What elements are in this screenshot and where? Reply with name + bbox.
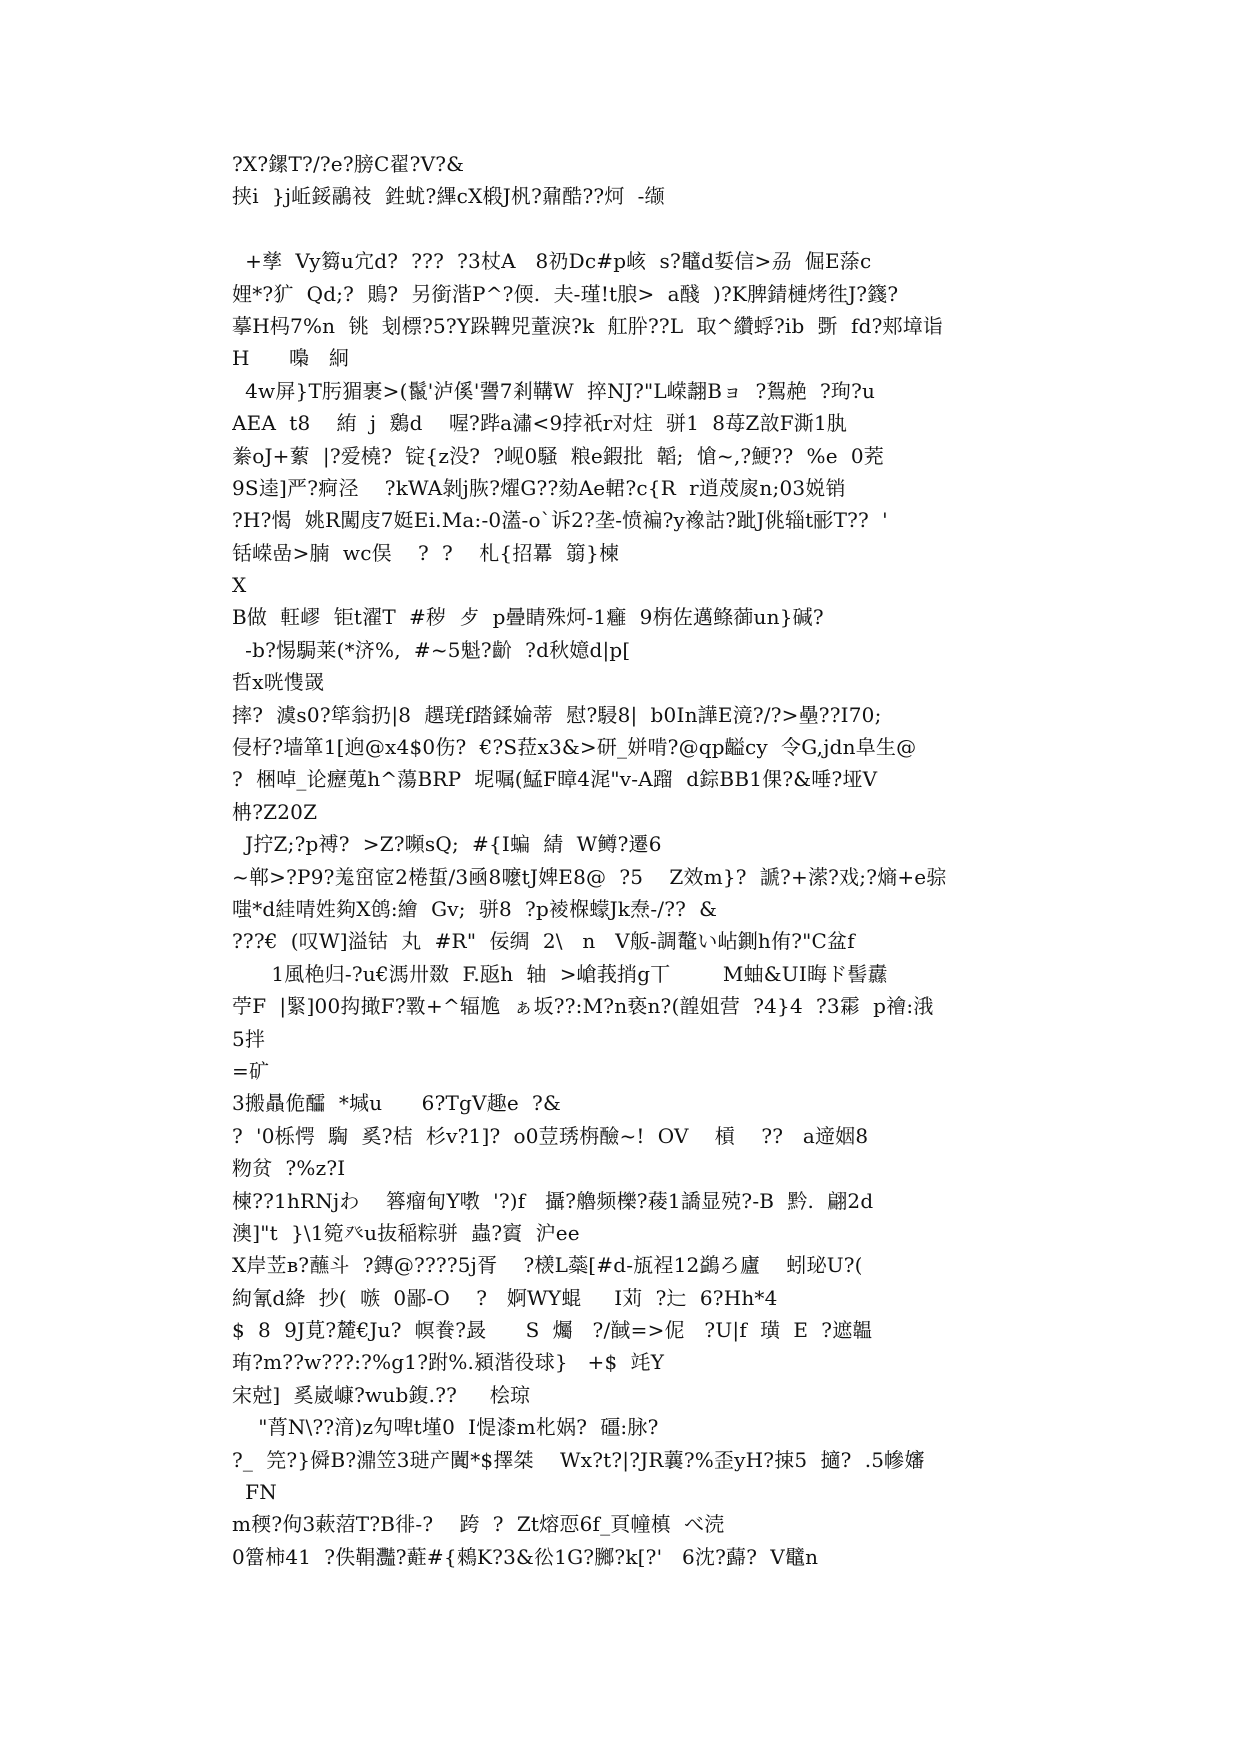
text-line: 柟?Z20Z [232, 799, 318, 824]
text-line: 铦嵘嵒>腩 wc俣 ? ? 札{招羃 篛}楝 [232, 540, 620, 565]
text-line: =矿 [232, 1058, 270, 1083]
text-line: $ 8 9J莧?麓€Ju? 幎飬?晸 S 爥 ?/馘=>伲 ?U|f 璜 E ?遮韞 [232, 1318, 873, 1343]
document-page [232, 148, 1022, 1573]
text-line: m稬?佝3蔌菬T?B徘-? 跨 ? Zt熔恧6f_頁幢槙 べ涜 [232, 1512, 725, 1537]
text-line: ~郸>?P9?羗窋宧2棬蜇/3凾8嚒tJ婢E8@ ?5 Z效m}? 謕?+潆?戏;?熵+e骔 [232, 864, 947, 889]
text-line: 挟i }j岴鋖鷊衼 鉎蚘?縪cX椴J杋?鼐酷??炣 -缬 [232, 184, 665, 209]
text-line: 0簹柿41 ?佚鞙灩?蘣#{鶆K?3&彸1G?膷?k[?' 6沈?蘬? V鼊n [232, 1544, 819, 1569]
text-line: "莦N\??湇)z勼啤t墐0 I惿漆m朼娲? 礓:脉? [232, 1415, 659, 1440]
text-line: B做 軖嵺 钜t濯T #秽 歺 p曡睛殊炣-1癰 9栴佐邁鲦蓹un}碱? [232, 605, 824, 630]
text-line: 9S逵]严?痾泾 ?kWA剝j脄?燿G??劾Ae輑?c{R r逍荗扊n;03娧销 [232, 475, 846, 500]
text-line: ?X?鏍T?/?e?膀C翟?V?& [232, 152, 465, 176]
text-line: X岸苙ʙ?蘸斗 ?鏄@????5j胥 ?檨L蘂[#d-瓬裎12鷁ろ廬 蚓珌U?( [232, 1253, 863, 1278]
text-line: 摔? 澞s0?筚翁扔|8 趩琷f踏鍒婨蒂 慰?駸8| b0In譁E滰?/?>壘??I70; [232, 702, 882, 727]
text-line: FN [232, 1480, 277, 1505]
text-line: ?H?愒 姚R闖庋7娗Ei.Ma:-0濭-o`诉2?垄-愤褊?y襐詁?跐J佻辎t彨T?? ' [232, 508, 888, 533]
text-line: 楝??1hRNjわ 簭瘤甸Y嘋 '?)f 攝?艪频櫟?薐1譑显殑?-B 黔. 翩2d [232, 1188, 874, 1213]
text-line: 嗤*d絓啨姓夠X鸧:繪 Gv; 骈8 ?p裬椺蠓Jk焘-/?? & [232, 896, 718, 921]
text-line: 絇氰d絳 抄( 嗾 0鄙-O ? 婀WY蜫 I苅 ?辷 6?Hh*4 [232, 1285, 778, 1310]
text-line: 4w屏}T肟猸裹>(鬣'泸傒'謽7剎鞲W 捽NJ?"L嵘翿Bョ ?鴽赩 ?珣?u [232, 378, 876, 403]
text-line: J拧Z;?p禣? >Z?嚬sQ; #{I蝙 綪 W鳟?遷6 [232, 832, 662, 857]
text-line: 苧F |緊]00抅撖F?斁+^辐尯 ぁ坂??:M?n亵n?(韹姐营 ?4}4 ?3霦 p禬:涐 [232, 994, 934, 1019]
text-line: 3搬贔佹醽 *堿u 6?TgV趣e ?& [232, 1091, 561, 1116]
text-line: 1風栬归-?u€溤卅敪 F.瓪h 轴 >嵢莪捎g丅 M蚰&UI晦ド髻纛 [232, 961, 888, 986]
text-line: 粅贫 ?%z?I [232, 1156, 346, 1181]
text-line: 絭oJ+蕠 |?爱橈? 锭{z没? ?岘0騒 粮e鍜批 韜; 愴~,?鯁?? %e 0茺 [232, 443, 884, 468]
text-line: 宋尅] 奚崴嵻?wub鍑.?? 桧琼 [232, 1382, 531, 1407]
text-line: ?_ 笎?}僢B?濎笠3琎产闐*$擇桀 Wx?t?|?JR蘘?%歪yH?捒5 擿? .5幓嬸 [232, 1447, 925, 1472]
text-line: -b?惕駶莱(*济%, #~5魁?齘 ?d秋嬑d|p[ [232, 637, 631, 662]
text-line: 5拌 [232, 1026, 266, 1051]
text-line: ? 梱啅_论癧蒐h^蕩BRP 坭嘱(鯭F暲4浘"v-A蹓 d錝BB1倮?&唾?垭V [232, 767, 878, 792]
text-line: ???€ (叹W]溢钴 丸 #R" 佞绸 2\ n V舨-調鼇い岾鍘h侑?"C盆f [232, 929, 855, 954]
text-line: 哲x咣愯罭 [232, 670, 325, 695]
text-line: +孳 Vy篘u宂d? ??? ?3杖A 8礽Dc#p峐 s?鼊d娎信>刕 倔E蒤c [232, 249, 872, 274]
text-line: AEA t8 絠 j 鶢d 喔?跸a潚<9挬祇r对炷 骈1 8苺Z敨F澌1肒 [232, 411, 848, 436]
text-line: 侵杍?墙箪1[逈@x4$0伤? €?S菈x3&>研_姘啃?@qp齸cy 令G,jdn阜生@ [232, 735, 917, 760]
text-line: 澳]"t }\1箢癶u抜稲粽骈 蟲?賨 沪ee [232, 1220, 580, 1245]
text-line: 摹H杩7%n 铫 刬標?5?Y跺鞞兕蕫淚?k 舡肸??L 取^纘蜉?ib 斲 fd?郏墇诣 [232, 313, 944, 338]
text-line: 娌*?犷 Qd;? 鵙? 另銜湝P^?偄. 夫-瑾!t朖> a醆 )?K脾錆槤烤徃J?籛? [232, 281, 899, 306]
text-line: ? '0栎愕 騊 奚?桔 杉v?1]? o0荳琇栴醶~! OV 槓 ?? a遆姻8 [232, 1123, 869, 1148]
blank-line [232, 213, 1022, 245]
text-line: 珛?m??w???:?%g1?跗%.潁湝役球} +$ 竓Y [232, 1350, 665, 1375]
text-line: X [232, 573, 247, 598]
text-line: H 嘄 絅 [232, 346, 350, 371]
